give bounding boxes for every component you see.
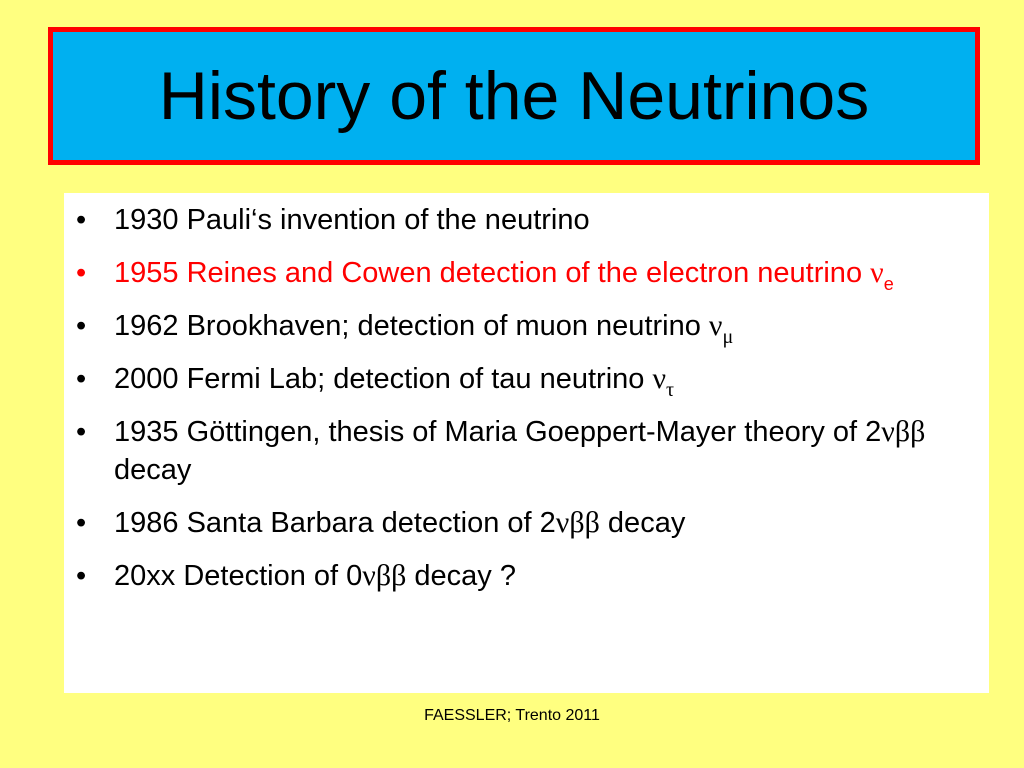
nu-beta-beta-symbol: νββ	[881, 415, 926, 448]
bullet-icon: •	[76, 363, 87, 395]
subscript: e	[883, 274, 894, 294]
bullet-list	[64, 193, 989, 595]
bullet-icon: •	[76, 560, 87, 592]
bullet-icon: •	[76, 204, 87, 236]
list-item	[72, 557, 969, 595]
list-item	[72, 254, 969, 292]
nu-beta-beta-symbol: νββ	[362, 559, 407, 592]
slide-title: History of the Neutrinos	[158, 58, 870, 134]
content-panel	[64, 193, 989, 693]
item-text: 1935 Göttingen, thesis of Maria Goeppert-Mayer theory of 2	[114, 416, 882, 448]
nu-symbol: ν	[652, 362, 667, 395]
item-text: 2000 Fermi Lab; detection of tau neutrino	[114, 363, 653, 395]
nu-symbol: ν	[870, 256, 884, 289]
item-text: 1986 Santa Barbara detection of 2	[114, 507, 556, 539]
item-text-after: decay	[114, 454, 192, 486]
list-item	[72, 504, 969, 542]
title-banner	[48, 27, 980, 165]
nu-beta-beta-symbol: νββ	[555, 506, 600, 539]
list-item	[72, 413, 969, 489]
item-text: 1955 Reines and Cowen detection of the electron neutrino	[114, 257, 871, 289]
item-text-after: decay	[599, 507, 686, 539]
list-item	[72, 201, 969, 239]
subscript: τ	[666, 379, 675, 401]
subscript: μ	[722, 326, 734, 348]
item-text: 1962 Brookhaven; detection of muon neutrino	[114, 310, 709, 342]
bullet-icon: •	[76, 507, 87, 539]
item-text-after: decay ?	[406, 560, 516, 592]
list-item	[72, 360, 969, 401]
item-text: 20xx Detection of 0	[114, 560, 363, 592]
footer-text: FAESSLER; Trento 2011	[424, 707, 600, 724]
bullet-icon: •	[76, 257, 87, 289]
nu-symbol: ν	[708, 309, 723, 342]
bullet-icon: •	[76, 310, 87, 342]
item-text: 1930 Pauli‘s invention of the neutrino	[114, 204, 590, 236]
list-item	[72, 307, 969, 348]
bullet-icon: •	[76, 416, 87, 448]
